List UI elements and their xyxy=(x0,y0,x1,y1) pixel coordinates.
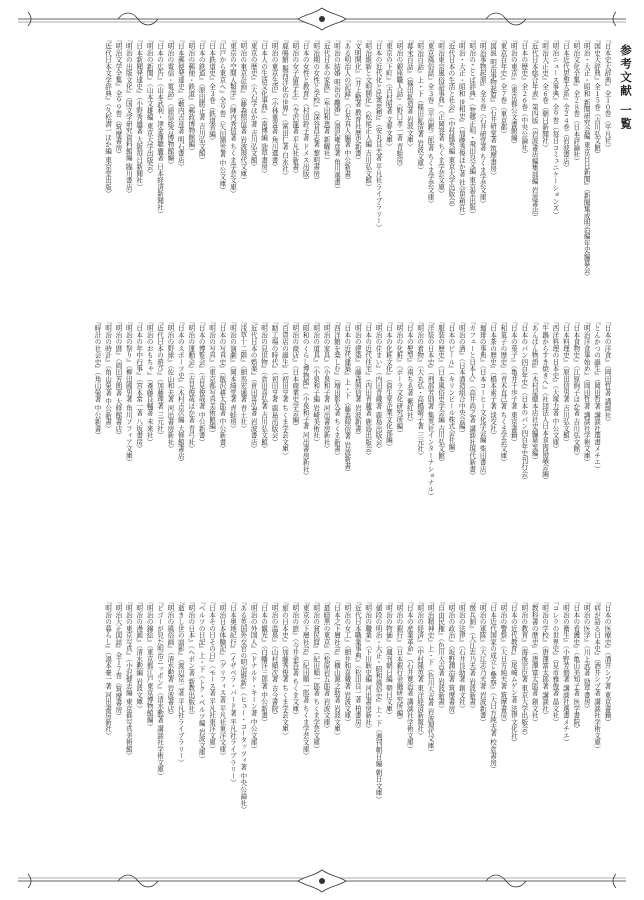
reference-entry: 『明治大正図誌』全１７巻（筑摩書房） xyxy=(113,598,122,720)
reference-entry: 『明治の郵便・鉄道』（郵政博物館編） xyxy=(186,36,195,155)
reference-entry: 『日本近代思想大系』全２４巻（岩波書店） xyxy=(561,36,570,171)
reference-entry: 『コレラの世界史』（見市雅俊著 晶文社） xyxy=(550,598,559,726)
reference-entry: 『明治の外国人』（ドナルド・キーン著 中公文庫） xyxy=(249,598,258,753)
reference-entry: 『珈琲の事典』（日本コーヒー文化学会編 柴田書店） xyxy=(478,318,487,479)
reference-entry: 『日本の写真史』（飯沢耕太郎著 中公新書） xyxy=(217,318,226,452)
reference-entry: 『日本の年中行事』（宮本常一著 八坂書房） xyxy=(134,318,143,452)
reference-entry: 『明治の銀座職人話』（野口孝一著 青蛙房） xyxy=(394,36,403,170)
reference-entry: 『明治の職業』（下川耿史編 河出書房新社） xyxy=(363,598,372,732)
reference-entry: 『明治ニュース事典』全９巻（毎日コミュニケーションズ） xyxy=(550,36,559,219)
reference-entry: 『明治東京風俗語事典』（正岡容著 ちくま学芸文庫） xyxy=(436,36,445,197)
reference-entry: 『日本の近代住宅』（内田青蔵著 鹿島出版会） xyxy=(363,318,372,459)
reference-entry: 『近代日本の娯楽』（倉田喜弘著 岩波書店） xyxy=(249,318,258,452)
reference-entry: 『日本の化粧文化』（資生堂企業文化部編） xyxy=(384,318,393,450)
reference-entry: 『図説 明治事物起原』（石井研堂著 筑摩書房） xyxy=(488,36,497,179)
reference-entry: 『日本の産業革命』（石井寛治著 講談社学術文庫） xyxy=(405,598,414,753)
reference-entry: 『日本の歴史』全２６巻（中央公論社） xyxy=(519,36,528,158)
reference-entry: 『明治の貧民窟』（紀田順一郎著 ちくま学芸文庫） xyxy=(311,598,320,753)
reference-entry: 『明治の温泉』（山村順次著 古今書院） xyxy=(270,598,278,719)
reference-entry: 『近代日本の生活と社会』（中村隆英編 東京大学出版会） xyxy=(446,36,455,211)
reference-entry: 『自由民権』（色川大吉著 岩波新書） xyxy=(436,598,445,712)
reference-entry: 『日本の広告』（山本武利・津金澤聰廣著 日本経済新聞社） xyxy=(155,36,164,218)
reference-entry: 『勧工場の時代』（初田亨著 鹿島出版会） xyxy=(270,318,278,446)
reference-entry: 『値段の明治・大正・昭和風俗史』上・下（週刊朝日編 朝日文庫） xyxy=(374,598,383,803)
reference-entry: 『日本茶の歴史』（橋本素子著 淡交社） xyxy=(488,318,497,439)
reference-entry: 『明治の演劇』（岡本綺堂著 青蛙房） xyxy=(228,318,237,432)
reference-entry: 『和菓子の歴史』（青木直己著 ちくま学芸文庫） xyxy=(498,318,507,466)
top-ornament-border xyxy=(18,4,626,34)
reference-entry: 『旅の日本史』（加藤秀俊著 ちくま学芸文庫） xyxy=(280,598,289,739)
reference-entry: 『明治の医学』（川上武著 勁草書房） xyxy=(582,598,591,712)
reference-entry: 『明治の漫画』（清水勲編 岩波文庫） xyxy=(134,598,143,712)
reference-entry: 『明治の警察』（大日方純夫著 筑摩書房） xyxy=(498,598,507,726)
reference-entry: 『鹿鳴館 擬西洋化の世界』（富田仁著 白水社） xyxy=(280,36,289,179)
reference-entry: 『日本の近代化と民衆思想』（安丸良夫著 平凡社ライブラリー） xyxy=(374,36,383,231)
reference-entry: 『明治の法律』（石井良助著 創文社） xyxy=(457,598,466,712)
reference-entry: 『近代日本の家族』（牟田和恵著 新曜社） xyxy=(322,36,331,164)
reference-entry: 『明治文学全集』全９９巻（筑摩書房） xyxy=(113,36,122,158)
reference-entry: 『西洋料理の日本史』（大塚力著 中公文庫） xyxy=(550,318,559,452)
reference-entry: 『明治期の女性と学校』（深谷昌志著 黎明書房） xyxy=(311,36,320,184)
reference-entry: 『カフェーと日本人』（高井尚之著 講談社現代新書） xyxy=(467,318,476,479)
reference-entry: 『時計の社会史』（角山榮著 中公新書） xyxy=(93,318,102,439)
reference-entry: 『江戸から東京へ』全９巻（矢田挿雲著 中公文庫） xyxy=(217,36,226,194)
reference-entry: 『明治の住まい』（内田青蔵著 鹿島出版会） xyxy=(374,318,383,452)
reference-entry: 『近代日本文学辞典』（久松潜一ほか編 東京堂出版） xyxy=(103,36,112,197)
reference-entry: 『ベルツの日記』上・下（トク・ベルツ編 岩波文庫） xyxy=(197,598,206,763)
reference-entry: 『明治の着物』（大丸弘・高橋晴子著 三元社） xyxy=(415,318,424,459)
reference-entry: 『病が語る日本史』（酒井シヅ著 講談社学術文庫） xyxy=(592,598,601,753)
reference-entry: 『明治精神史』上・下（色川大吉著 岩波現代文庫） xyxy=(426,598,435,756)
reference-entry: 『日本の観光』（白幡洋三郎著 中公新書） xyxy=(259,598,268,726)
reference-entry: 『とんかつの誕生』（岡田哲著 講談社選書メチエ） xyxy=(592,318,601,473)
reference-entry: 『あんぱん物語』（木村屋總本店社史編纂室編） xyxy=(530,318,539,464)
reference-entry: 『明治維新と文明開化』（松尾正人編 吉川弘文館） xyxy=(363,36,372,191)
reference-entry: 『日本郵便発達史』（藪内吉彦著 明石書店） xyxy=(176,36,185,170)
reference-entry: 『明治・大正・昭和 世相史』（加藤秀俊ほか著 社会思想社） xyxy=(457,36,466,220)
reference-entry: 『明治の運動会』（吉見俊哉ほか著 青弓社） xyxy=(186,318,195,452)
reference-entry: 『日本の博覧会』（吉見俊哉著 中公新書） xyxy=(197,318,206,446)
reference-entry: 『明治大正史』全６巻（朝日新聞社） xyxy=(540,36,549,151)
reference-entry: 『明治の衛生』（小野芳朗著 講談社選書メチエ） xyxy=(561,598,570,746)
reference-entry: 『日本の医療史』（酒井シヅ著 東京書籍） xyxy=(603,598,611,726)
reference-entry: 『百貨店の誕生』（初田亨著 ちくま学芸文庫） xyxy=(280,318,289,459)
bibliography-tier-bottom xyxy=(26,598,612,868)
reference-entry: 『明治の東京計画』（藤森照信著 岩波現代文庫） xyxy=(238,36,247,184)
reference-entry: 『日本の看護史』（亀山美知子著 医学書院） xyxy=(571,598,580,732)
reference-entry: 『日本鉄道史』全３巻（鉄道省編） xyxy=(207,36,216,144)
reference-entry: 『日本食物史』（江原絢子ほか著 吉川弘文館） xyxy=(571,318,580,459)
reference-entry: 『明治の暦』（岡田芳朗著 大修館書店） xyxy=(113,318,122,439)
reference-entry: 『服装の歴史』（日本風俗史学会編 吉川弘文館） xyxy=(436,318,445,466)
reference-entry: 『日本料理史』（原田信男著 吉川弘文館） xyxy=(561,318,570,446)
reference-entry: 『東京の下町』（吉村昭著 文春文庫） xyxy=(384,36,393,150)
reference-entry: 『明治の商店』（日本商業史学会編） xyxy=(290,318,299,430)
reference-entry: 『昭和のくらし博物館』（小泉和子著 河出書房新社） xyxy=(301,318,310,479)
reference-entry: 『牛鍋からすき焼きへ』（社団法人日本食肉協議会編） xyxy=(540,318,549,484)
reference-entry: 『明治日本体験記』（グリフィス著 平凡社東洋文庫） xyxy=(217,598,226,759)
reference-entry: 『東京の空間人類学』（陣内秀信著 ちくま学芸文庫） xyxy=(228,36,237,197)
reference-entry: 『ある明治人の記録』（石光真人編著 中公新書） xyxy=(342,36,351,184)
reference-entry: 『明治の東京生活』（小林重喜著 角川選書） xyxy=(270,36,278,170)
reference-entry: 『洋装の日本史』（刑部芳則著 集英社インターナショナル） xyxy=(426,318,435,500)
reference-entry: 『日本その日その日』（モース著 平凡社東洋文庫） xyxy=(207,598,216,753)
reference-entry: 『日本の菓子』（亀井千歩子著 東京書籍） xyxy=(509,318,518,446)
reference-entry: 『明治洋食事始め』（岡田哲著 講談社学術文庫） xyxy=(582,318,591,466)
bottom-ornament-border xyxy=(18,866,626,896)
reference-entry: 『明治・大正・昭和 新聞研究会編 東京日日新聞』（新聞集成明治編年史編纂会） xyxy=(582,36,591,281)
reference-entry: 『明治の物価』（週刊朝日編 朝日文庫） xyxy=(384,598,393,719)
reference-entry: 『明治の新聞』（山本文雄編 東京大学出版会） xyxy=(145,36,154,177)
reference-entry: 『明治の東京』（東京都公文書館編） xyxy=(509,36,518,148)
reference-entry: 『明治のおもちゃ』（斎藤良輔著 未來社） xyxy=(145,318,154,446)
reference-entry: 『明治の化粧』（ポーラ文化研究所編） xyxy=(394,318,403,437)
reference-entry: 『ビゴーが見た明治ニッポン』（清水勲著 講談社学術文庫） xyxy=(155,598,164,780)
reference-entry: 『徴兵制』（大江志乃夫著 岩波新書） xyxy=(467,598,476,712)
reference-entry: 『日本近代国家の成立と警察』（大日方純夫著 校倉書房） xyxy=(488,598,497,773)
reference-entry: 『日本のビール』（キリンビール株式会社編） xyxy=(446,318,455,457)
reference-entry: 『明治の野球』（佐山和夫著 河出書房新社） xyxy=(165,318,174,452)
reference-entry: 『近代日本職業事典』（松田良一著 柏書房） xyxy=(353,598,362,732)
bibliography-tier-middle xyxy=(26,318,612,586)
reference-entry: 『ある英国外交官の明治維新』（ヒュー・コータッツィ著 中央公論社） xyxy=(238,598,247,813)
reference-entry: 『明治の政治』（坂野潤治著 筑摩書房） xyxy=(446,598,455,719)
reference-entry: 『明治の結婚 明治の離婚』（湯沢雍彦著 角川選書） xyxy=(332,36,341,193)
reference-entry: 『日本の洋食』（岡田哲著 講談社） xyxy=(603,318,611,425)
reference-entry: 『西洋館を楽しむ』（増田彰久著 ちくま新書） xyxy=(332,318,341,459)
reference-entry: 『日本の髪型』（南ちゑ著 紫紅社） xyxy=(405,318,414,425)
reference-entry: 『明治の出版文化』（国文学研究資料館編 臨川書店） xyxy=(124,36,133,197)
reference-entry: 『日本の鉄道』（原田勝正著 吉川弘文館） xyxy=(197,36,206,164)
page-heading: 参考文献 一覧 xyxy=(619,44,633,132)
reference-entry: 『東京の下層社会』（紀田順一郎著 ちくま学芸文庫） xyxy=(301,598,310,759)
reference-entry: 『日本之下層社会』（横山源之助著 岩波文庫） xyxy=(332,598,341,739)
reference-entry: 『明治の酒』（日本酒造組合中央会編） xyxy=(457,318,466,437)
reference-entry: 『東京百年史』全７巻（東京都） xyxy=(498,36,507,138)
reference-entry: 『明治の建築』（藤森照信著 岩波新書） xyxy=(353,318,362,439)
reference-entry: 『最暗黒の東京』（松原岩五郎著 岩波文庫） xyxy=(322,598,331,732)
reference-entry: 『明治の暮らし』（湯本豪一著 河出書房新社） xyxy=(103,598,112,739)
reference-entry: 『明治の電信・電話』（逓信総合博物館編） xyxy=(165,36,174,168)
reference-entry: 『明治の時計』（角山榮著 中公新書） xyxy=(103,318,112,432)
reference-entry: 『浅草十二階』（細馬宏通著 青土社） xyxy=(238,318,247,432)
reference-entry: 『明治文化全集』全２８巻（日本評論社） xyxy=(571,36,580,165)
reference-entry: 『明治の家具』（小泉和子著 河出書房新社） xyxy=(322,318,331,452)
reference-entry: 『日本奥地紀行』（イザベラ・バード著 平凡社ライブラリー） xyxy=(228,598,237,786)
reference-entry: 『明治の写真』（東京都写真美術館編） xyxy=(207,318,216,437)
reference-entry: 『逝きし世の面影』（渡辺京二著 平凡社ライブラリー） xyxy=(176,598,185,766)
reference-entry: 『日本人の生活文化事典』（南博編 勁草書房） xyxy=(259,36,268,177)
reference-entry: 『文明開化』（井上勲著 教育社歴史新書） xyxy=(353,36,362,164)
reference-entry: 『幕末百話』（篠田鉱造著 岩波文庫） xyxy=(405,36,414,150)
reference-entry: 『明治の旅』（今井金吾著 ちくま文庫） xyxy=(290,598,299,719)
reference-entry: 『明治の祭り』（柳田國男著 角川ソフィア文庫） xyxy=(124,318,133,466)
reference-entry: 『日本史大辞典』全１０巻（平凡社） xyxy=(603,36,611,151)
reference-entry: 『東京風俗誌』全３巻（平出鏗二郎著 ちくま学芸文庫） xyxy=(426,36,435,207)
reference-entry: 『近代日本総合年表』第四版（岩波書店編集部編 岩波書店） xyxy=(530,36,539,221)
reference-entry: 『明治の学校』（唐澤富太郎著 講談社） xyxy=(540,598,549,719)
reference-entry: 『明治百話』上・下（篠田鉱造著 岩波文庫） xyxy=(415,36,424,174)
reference-entry: 『明治の東京写真』（小沢健志編 東京都写真美術館） xyxy=(124,598,133,759)
reference-entry: 『日本新聞発達史』（小野秀雄著 大阪毎日新聞社） xyxy=(134,36,143,191)
bibliography-tier-top xyxy=(26,36,612,304)
reference-entry: 『明治の道具』（小泉和子編 岩崎美術社） xyxy=(311,318,320,446)
reference-entry: 『明治の日本』（ヘボン著 新教出版社） xyxy=(186,598,195,719)
reference-entry: 『近代日本の遊び』（加藤理著 三元社） xyxy=(155,318,164,439)
reference-entry: 『明治の教育』（海後宗臣著 東京大学出版会） xyxy=(519,598,528,739)
reference-entry: 『日本の近代建築』上・下（藤森照信著 岩波新書） xyxy=(342,318,351,476)
reference-entry: 『明治の銀行』（日本銀行金融研究所編） xyxy=(394,598,403,723)
reference-entry: 『明治の錦絵』（東京都江戸東京博物館編） xyxy=(145,598,154,730)
reference-entry: 『日本のパン四百年史』（日本のパン四百年史刊行会） xyxy=(519,318,528,484)
reference-entry: 『明治の女工』（細井和喜蔵著 岩波文庫） xyxy=(342,598,351,726)
reference-entry: 『日本の近代教育』（尾崎ムゲン著 法律文化社） xyxy=(509,598,518,746)
reference-entry: 『明治事物起原』全８巻（石井研堂著 ちくま学芸文庫） xyxy=(478,36,487,207)
reference-entry: 『教科書の歴史』（唐澤富太郎著 創文社） xyxy=(530,598,539,726)
reference-entry: 『明治の経済』（中村隆英著 東洋経済新報社） xyxy=(415,598,424,739)
reference-entry: 『明治の軍隊』（大江志乃夫著 岩波新書） xyxy=(478,598,487,726)
reference-entry: 『日本のスポーツ史』（木村吉次編 大修館書店） xyxy=(176,318,185,466)
reference-entry: 『明治の女子留学生』（寺沢龍著 平凡社新書） xyxy=(290,36,299,177)
reference-entry: 『国史大辞典』全１５巻（吉川弘文館） xyxy=(592,36,601,158)
reference-entry: 『明治のことば辞典』（惣郷正明・飛田良文編 東京堂出版） xyxy=(467,36,476,218)
reference-entry: 『明治の見世物』（倉田喜弘著 吉川弘文館） xyxy=(259,318,268,452)
reference-entry: 『日本の女性と教育』（村田鈴子著 ドメス出版） xyxy=(301,36,310,184)
reference-entry: 『明治の風俗画』（清水勲著 岩波書店） xyxy=(165,598,174,719)
reference-entry: 『東京の歴史』（大石学ほか著 吉川弘文館） xyxy=(249,36,258,170)
